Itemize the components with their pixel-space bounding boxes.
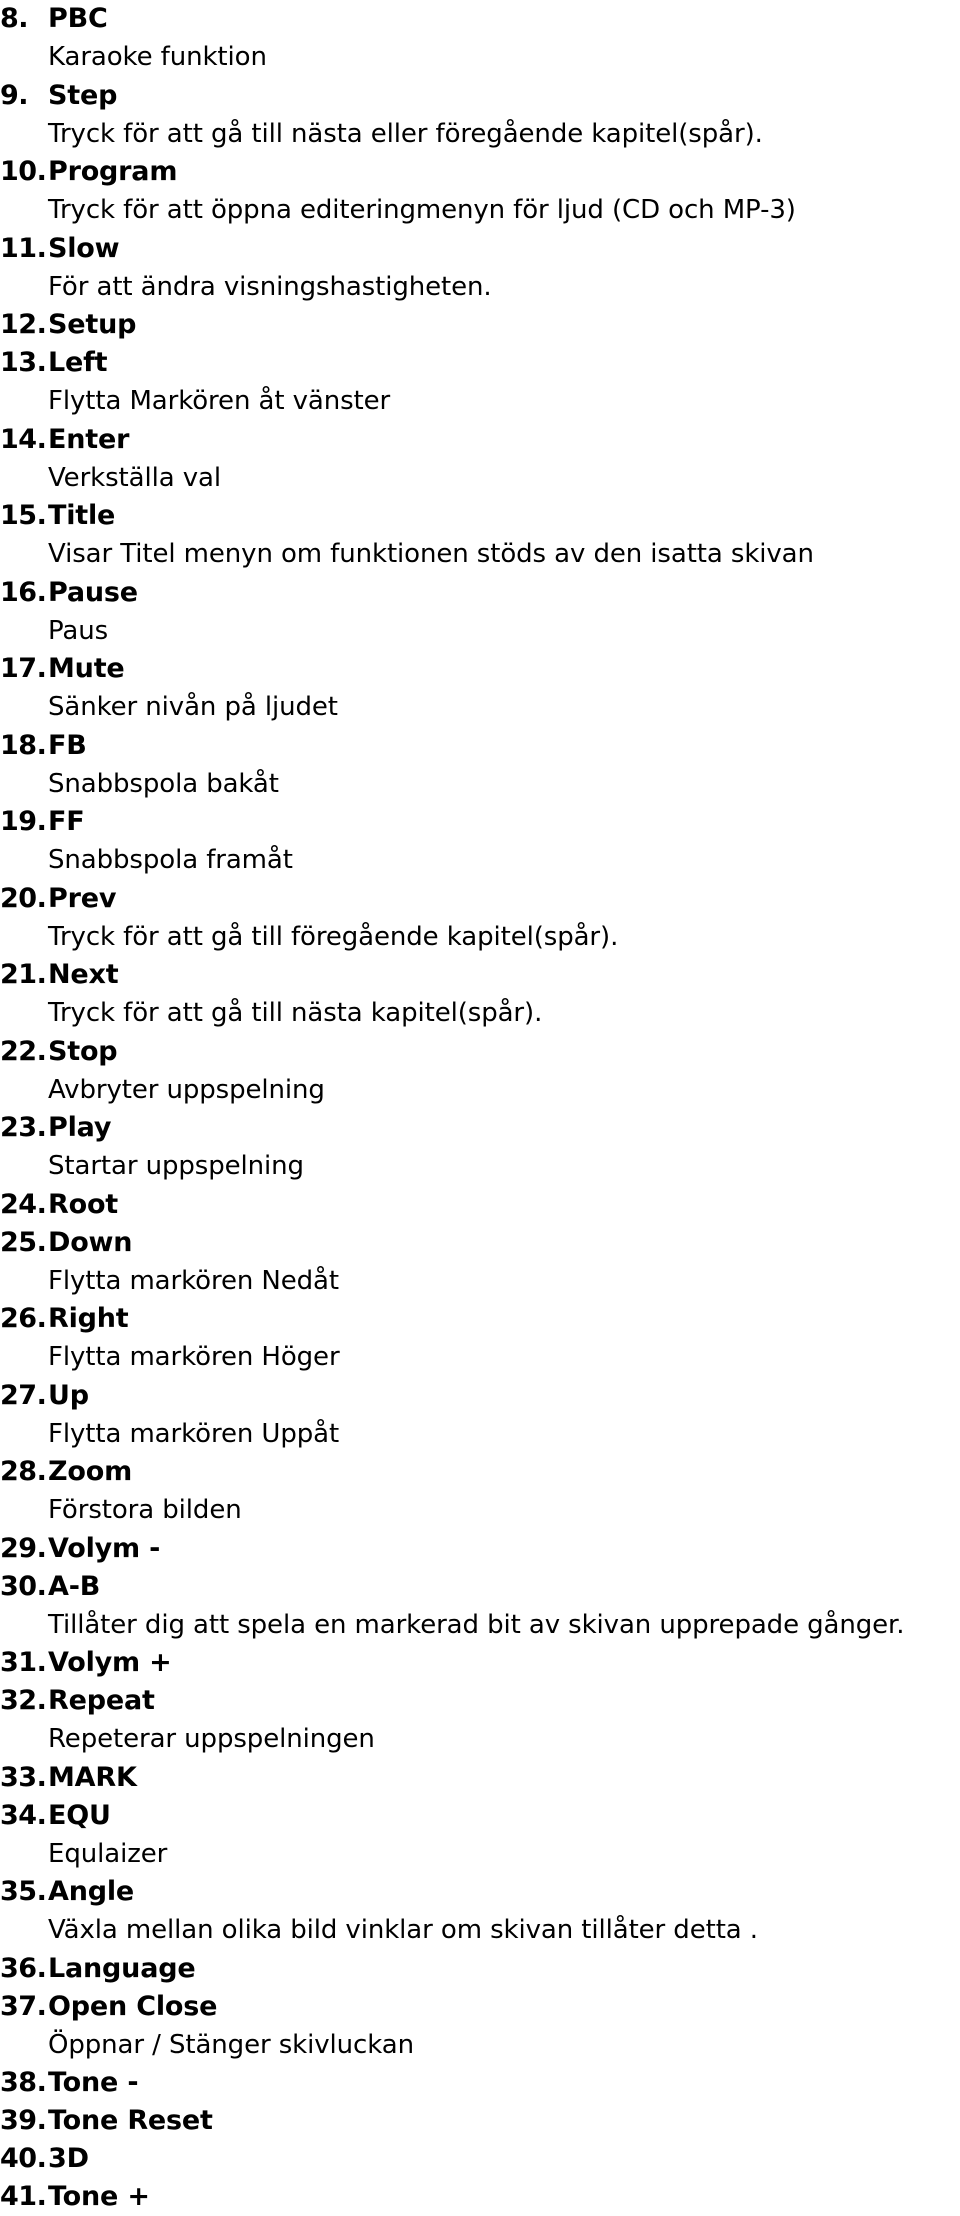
item-title: Angle [48,1876,135,1907]
item-number: 32. [0,1685,47,1716]
item-description: Växla mellan olika bild vinklar om skivan tillåter detta . [48,1915,758,1945]
item-number: 15. [0,500,47,531]
item-title: Open Close [48,1990,218,2022]
item-title: Down [48,1226,133,1258]
item-title: Slow [48,232,120,264]
item-number: 41. [0,2181,47,2212]
item-title: A-B [48,1570,101,1602]
item-number: 17. [0,653,47,684]
list-item [0,2140,960,2178]
item-number: 30. [0,1570,47,1602]
item-description: Avbryter uppspelning [48,1074,325,1105]
list-item [0,1453,960,1530]
item-number: 39. [0,2105,47,2136]
item-description: Snabbspola framåt [48,845,293,875]
item-description: Paus [48,615,109,646]
item-number: 20. [0,882,47,914]
list-item [0,1797,960,1874]
list-item [0,650,960,727]
list-item [0,727,960,804]
item-description: Sänker nivån på ljudet [48,692,338,722]
item-title: Right [48,1303,129,1334]
item-number: 22. [0,1035,47,1067]
item-title: Tone Reset [48,2105,213,2136]
list-item [0,153,960,230]
list-item [0,2064,960,2102]
list-item [0,1224,960,1301]
item-number: 25. [0,1226,47,1258]
item-number: 23. [0,1112,47,1143]
item-description: Tillåter dig att spela en markerad bit av skivan upprepade gånger. [48,1609,905,1640]
list-item [0,1988,960,2065]
item-title: FF [48,806,85,837]
item-description: Flytta markören Nedåt [48,1265,339,1296]
item-number: 19. [0,806,47,837]
item-number: 33. [0,1761,47,1793]
item-number: 34. [0,1799,47,1831]
item-number: 12. [0,309,47,340]
item-title: Prev [48,882,117,914]
item-title: FB [48,729,87,761]
list-item [0,1682,960,1759]
item-description: Tryck för att gå till nästa eller föregående kapitel(spår). [48,118,763,149]
item-title: Volym + [48,1647,172,1678]
item-title: Root [48,1188,118,1220]
item-number: 37. [0,1990,47,2022]
list-item [0,1530,960,1568]
item-title: Language [48,1952,196,1984]
item-description: Flytta Markören åt vänster [48,386,391,416]
list-item [0,1300,960,1377]
item-number: 40. [0,2143,47,2174]
item-number: 14. [0,423,47,455]
item-title: Play [48,1112,112,1143]
list-item [0,1644,960,1682]
item-title: Step [48,79,118,111]
item-description: Repeterar uppspelningen [48,1724,375,1754]
item-description: Tryck för att öppna editeringmenyn för ljud (CD och MP-3) [48,195,796,225]
item-description: Förstora bilden [48,1495,242,1525]
list-item [0,1033,960,1110]
item-number: 29. [0,1532,47,1564]
item-title: Up [48,1379,89,1411]
item-description: Verkställa val [48,462,221,493]
item-title: Repeat [48,1685,155,1716]
item-number: 13. [0,347,47,378]
item-number: 31. [0,1647,47,1678]
item-number: 21. [0,959,47,990]
list-item [0,2178,960,2216]
item-description: Snabbspola bakåt [48,768,279,799]
list-item [0,1186,960,1224]
item-number: 16. [0,576,47,608]
item-title: EQU [48,1799,111,1831]
item-description: Tryck för att gå till nästa kapitel(spår). [48,998,543,1028]
item-title: PBC [48,3,108,34]
list-item [0,306,960,344]
item-title: Title [48,500,116,531]
item-description: Tryck för att gå till föregående kapitel(spår). [48,921,619,952]
list-item [0,574,960,651]
list-item [0,77,960,154]
item-number: 36. [0,1952,47,1984]
list-item [0,421,960,498]
list-item [0,1950,960,1988]
list-item [0,803,960,880]
item-description: Flytta markören Höger [48,1342,340,1372]
item-description: Karaoke funktion [48,42,267,72]
item-description: Startar uppspelning [48,1151,304,1181]
item-title: Mute [48,653,125,684]
list-item [0,1568,960,1645]
item-description: Flytta markören Uppåt [48,1418,340,1449]
list-item [0,0,960,77]
item-number: 26. [0,1303,47,1334]
item-title: MARK [48,1761,137,1793]
item-number: 18. [0,729,47,761]
list-item [0,1377,960,1454]
item-title: Tone - [48,2067,139,2098]
item-number: 27. [0,1379,47,1411]
item-description: Equlaizer [48,1838,168,1869]
item-title: 3D [48,2143,89,2174]
list-item [0,1759,960,1797]
list-item [0,497,960,574]
item-title: Enter [48,423,130,455]
item-title: Zoom [48,1456,133,1487]
list-item [0,2102,960,2140]
item-number: 24. [0,1188,47,1220]
item-title: Stop [48,1035,118,1067]
list-item [0,230,960,307]
item-number: 11. [0,232,47,264]
list-item [0,1873,960,1950]
list-item [0,344,960,421]
item-number: 35. [0,1876,47,1907]
item-number: 9. [0,79,29,111]
item-title: Volym - [48,1532,161,1564]
item-description: Öppnar / Stänger skivluckan [48,2029,414,2060]
item-number: 38. [0,2067,47,2098]
item-title: Next [48,959,119,990]
item-title: Setup [48,309,137,340]
item-title: Left [48,347,108,378]
item-description: För att ändra visningshastigheten. [48,271,492,302]
item-description: Visar Titel menyn om funktionen stöds av den isatta skivan [48,539,814,569]
item-title: Pause [48,576,138,608]
item-number: 10. [0,156,47,187]
item-number: 8. [0,3,29,34]
list-item [0,880,960,957]
list-item [0,956,960,1033]
item-number: 28. [0,1456,47,1487]
item-title: Program [48,156,178,187]
item-title: Tone + [48,2181,150,2212]
list-item [0,1109,960,1186]
